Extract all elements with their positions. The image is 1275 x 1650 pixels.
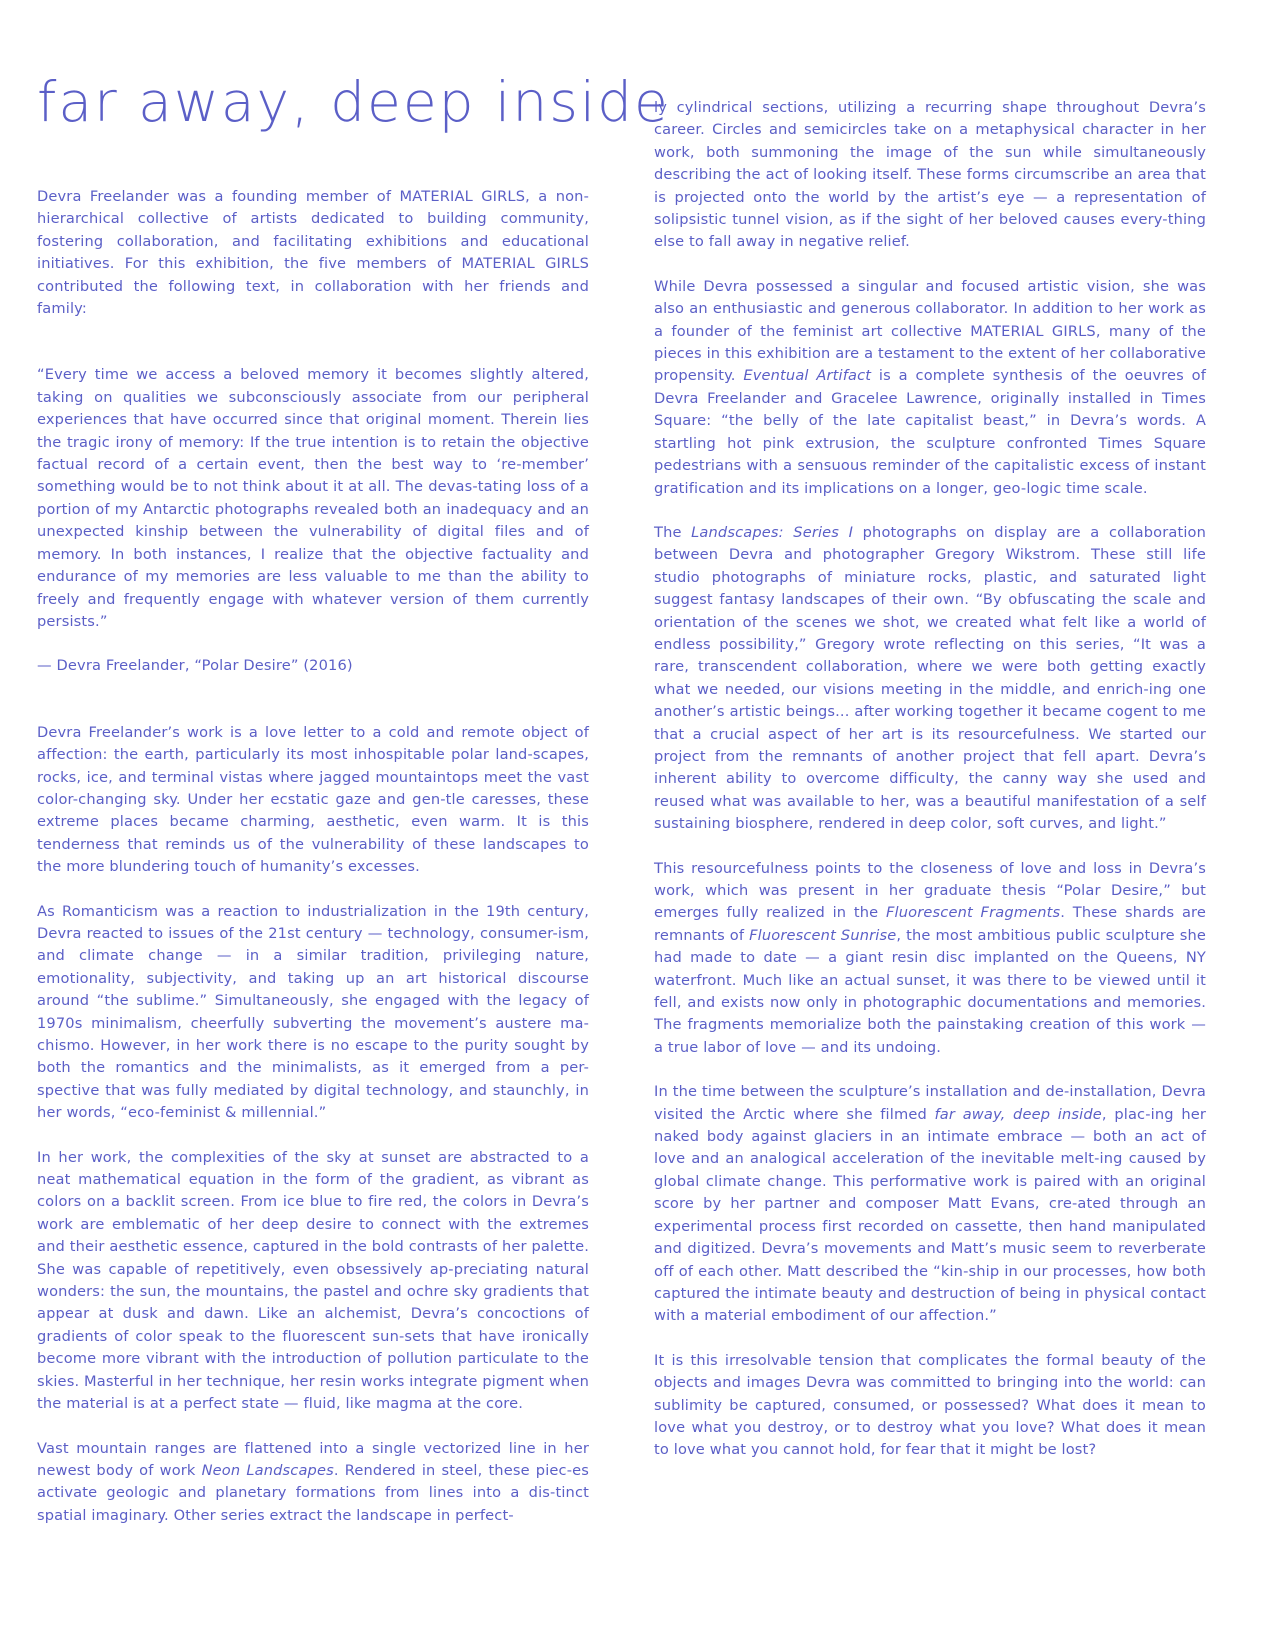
body-paragraph: The Landscapes: Series I photographs on display are a collaboration between Devra and photographer Gregory Wikstrom. These still life studio photographs of miniature rocks, plastic, and saturated light suggest fantasy landscapes of their own. “By obfuscating the scale and orientation of the scenes we shot, we created what felt like a world of endless possibility,” Gregory wrote reflecting on this series, “It was a rare, transcendent collaboration, where we were both getting exactly what we needed, our visions meeting in the middle, and enrich-ing one another’s artistic beings... after working together it became cogent to me that a crucial aspect of her art is its resourcefulness. We started our project from the remnants of another project that fell apart. Devra’s inherent ability to overcome difficulty, the canny way she used and reused what was available to her, was a beautiful manifestation of a self sustaining biosphere, rendered in deep color, soft curves, and light.”	[654, 523, 1206, 833]
body-paragraph: Devra Freelander’s work is a love letter to a cold and remote object of affection: the earth, particularly its most inhospitable polar land-scapes, rocks, ice, and terminal vistas where jagged mountaintops meet the vast color-changing sky. Under her ecstatic gaze and gen-tle caresses, these extreme places became charming, aesthetic, even warm. It is this tenderness that reminds us of the vulnerability of these landscapes to the more blundering touch of humanity’s excesses.	[37, 723, 589, 876]
artwork-title: Fluorescent Fragments	[886, 904, 1061, 922]
quote-attribution: — Devra Freelander, “Polar Desire” (2016)	[37, 657, 353, 675]
artwork-title: Eventual Artifact	[743, 367, 872, 385]
left-column	[37, 186, 589, 1527]
intro-paragraph: Devra Freelander was a founding member of MATERIAL GIRLS, a non-hierarchical collective of artists dedicated to building community, fostering collaboration, and facilitating exhibitions and educational initiatives. For this exhibition, the five members of MATERIAL GIRLS contributed the following text, in collaboration with her friends and family:	[37, 188, 589, 318]
body-paragraph: ly cylindrical sections, utilizing a recurring shape throughout Devra’s career. Circles and semicircles take on a metaphysical character in her work, both summoning the image of the sun while simultaneously describing the act of looking itself. These forms circumscribe an area that is projected onto the world by the artist’s eye — a representation of solipsistic tunnel vision, as if the sight of her beloved causes every-thing else to fall away in negative relief.	[654, 99, 1206, 251]
body-paragraph: Vast mountain ranges are flattened into a single vectorized line in her newest body of work Neon Landscapes. Rendered in steel, these piec-es activate geologic and planetary formations from lines into a dis-tinct spatial imaginary. Other series extract the landscape in perfect-	[37, 1439, 590, 1524]
artwork-title: Fluorescent Sunrise	[749, 926, 897, 944]
body-paragraph: In her work, the complexities of the sky at sunset are abstracted to a neat mathematical equation in the form of the gradient, as vibrant as colors on a backlit screen. From ice blue to fire red, the colors in Devra’s work are emblematic of her deep desire to connect with the extremes and their aesthetic essence, captured in the bold contrasts of her palette. She was capable of repetitively, even obsessively ap-preciating natural wonders: the sun, the mountains, the pastel and ochre sky gradients that appear at dusk and dawn. Like an alchemist, Devra’s concoctions of gradients of color speak to the fluorescent sun-sets that have ironically become more vibrant with the introduction of pollution particulate to the skies. Masterful in her technique, her resin works integrate pigment when the material is at a perfect state — fluid, like magma at the core.	[37, 1148, 589, 1413]
closing-paragraph: It is this irresolvable tension that complicates the formal beauty of the objects and images Devra was committed to bringing into the world: can sublimity be captured, consumed, or possessed? What does it mean to love what you destroy, or to destroy what you love? What does it mean to love what you cannot hold, for fear that it might be lost?	[654, 1351, 1206, 1459]
page-title: far away, deep inside	[37, 70, 670, 134]
body-paragraph: In the time between the sculpture’s installation and de-installation, Devra visited the Arctic where she filmed far away, deep inside, plac-ing her naked body against glaciers in an intimate embrace — both an act of love and an analogical acceleration of the inevitable melt-ing caused by global climate change. This performative work is paired with an original score by her partner and composer Matt Evans, cre-ated through an experimental process first recorded on cassette, then hand manipulated and digitized. Devra’s movements and Matt’s music seem to reverberate off of each other. Matt described the “kin-ship in our processes, how both captured the intimate beauty and destruction of being in physical contact with a material embodiment of our affection.”	[654, 1083, 1206, 1325]
body-paragraph: While Devra possessed a singular and focused artistic vision, she was also an enthusiastic and generous collaborator. In addition to her work as a founder of the feminist art collective MATERIAL GIRLS, many of the pieces in this exhibition are a testament to the extent of her collaborative propensity. Eventual Artifact is a complete synthesis of the oeuvres of Devra Freelander and Gracelee Lawrence, originally installed in Times Square: “the belly of the late capitalist beast,” in Devra’s words. A startling hot pink extrusion, the sculpture confronted Times Square pedestrians with a sensuous reminder of the capitalistic excess of instant gratification and its implications on a longer, geo-logic time scale.	[654, 277, 1206, 497]
artwork-title: Neon Landscapes	[201, 1461, 334, 1479]
body-paragraph: As Romanticism was a reaction to industrialization in the 19th century, Devra reacted to issues of the 21st century — technology, consumer-ism, and climate change — in a similar tradition, privileging nature, emotionality, subjectivity, and taking up an art historical discourse around “the sublime.” Simultaneously, she engaged with the legacy of 1970s minimalism, cheerfully subverting the movement’s austere ma-chismo. However, in her work there is no escape to the purity sought by both the romantics and the minimalists, as it emerged from a per-spective that was fully mediated by digital technology, and staunchly, in her words, “eco-feminist & millennial.”	[37, 902, 589, 1122]
artwork-title: far away, deep inside	[934, 1105, 1102, 1123]
artwork-title: Landscapes: Series I	[691, 523, 854, 541]
quote-paragraph: “Every time we access a beloved memory it becomes slightly altered, taking on qualities we subconsciously associate from our peripheral experiences that have occurred since that original moment. Therein lies the tragic irony of memory: If the true intention is to retain the objective factual record of a certain event, then the best way to ‘re-member’ something would be to not think about it at all. The devas-tating loss of a portion of my Antarctic photographs revealed both an inadequacy and an unexpected kinship between the vulnerability of digital files and of memory. In both instances, I realize that the objective factuality and endurance of my memories are less valuable to me than the ability to freely and frequently engage with whatever version of them currently persists.”	[37, 366, 589, 630]
body-paragraph: This resourcefulness points to the closeness of love and loss in Devra’s work, which was present in her graduate thesis “Polar Desire,” but emerges fully realized in the Fluorescent Fragments. These shards are remnants of Fluorescent Sunrise, the most ambitious public sculpture she had made to date — a giant resin disc implanted on the Queens, NY waterfront. Much like an actual sunset, it was there to be viewed until it fell, and exists now only in photographic documentations and memories. The fragments memorialize both the painstaking creation of this work — a true labor of love — and its undoing.	[654, 859, 1206, 1056]
right-column	[654, 97, 1206, 1462]
